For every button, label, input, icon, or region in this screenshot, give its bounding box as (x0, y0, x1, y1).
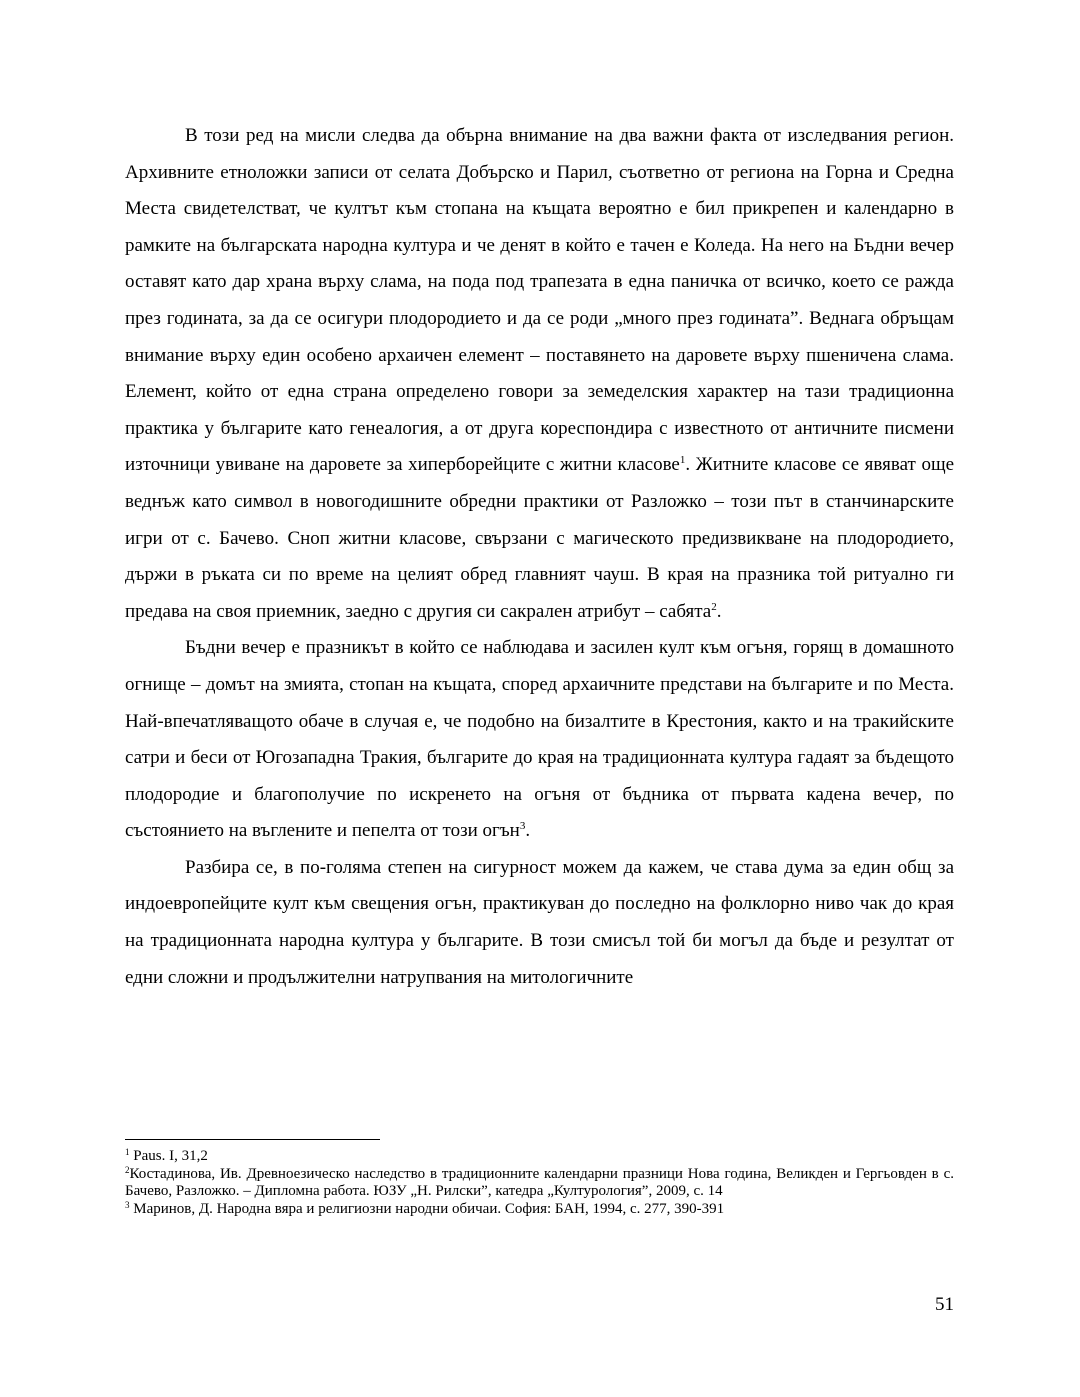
paragraph-1-end: . (716, 600, 722, 622)
footnote-mark-2: 2 (125, 1164, 130, 1175)
footnote-2 (125, 1166, 954, 1201)
footnote-separator (125, 1139, 380, 1140)
paragraph-2-text: Бъдни вечер е празникът в който се наблюдава и засилен култ към огъня, горящ в домашното огнище – домът на змията, стопан на къщата, според архаичните представи на българите и по Места. Най-впечатляващото обаче в случая е, че подобно на бизалтите в Крестония, както и на тракийските сатри и беси от Югозападна Тракия, българите до края на традиционната култура гадаят за бъдещото плодородие и благополучие по искренето на огъня от бъдника от първата кадена вечер, по състоянието на въглените и пепелта от този огън (125, 637, 954, 842)
footnote-3 (125, 1201, 954, 1219)
paragraph-3 (125, 850, 954, 996)
paragraph-1-text-cont: . Житните класове се явяват още веднъж като символ в новогодишните обредни практики от Разложко – този път в станчинарските игри от с. Бачево. Сноп житни класове, свързани с магическото предизвикване на плодородието, държи в ръката си по време на целият обред главният чауш. В края на празника той ритуално ги предава на своя приемник, заедно с другия си сакрален атрибут – сабята (125, 454, 955, 622)
footnote-mark-1: 1 (125, 1147, 130, 1157)
footnote-ref-2: 2 (711, 600, 717, 613)
footnote-ref-1: 1 (679, 454, 686, 467)
footnote-3-text: Маринов, Д. Народна вяра и религиозни народни обичаи. София: БАН, 1994, с. 277, 390-391 (129, 1200, 725, 1217)
footnote-1-text: Paus. I, 31,2 (129, 1148, 208, 1164)
footnotes (125, 1148, 954, 1218)
paragraph-1 (125, 118, 954, 630)
footnote-2-text: Костадинова, Ив. Древноезическо наследство в традиционните календарни празници Нова година, Великден и Гергьовден в с. Бачево, Разложко. – Дипломна работа. ЮЗУ „Н. Рилски”, катедра „Културология”, 2009, с. 14 (125, 1165, 954, 1199)
paragraph-2-end: . (525, 820, 531, 842)
footnote-mark-3: 3 (125, 1199, 130, 1210)
body-text (125, 118, 954, 996)
footnote-ref-3: 3 (519, 820, 526, 833)
paragraph-1-text: В този ред на мисли следва да обърна внимание на два важни факта от изследвания регион. Архивните етноложки записи от селата Добърско и Парил, съответно от региона на Горна и Средна Места свидетелстват, че култът към стопана на къщата вероятно е бил прикрепен и календарно в рамките на българската народна култура и че денят в който е тачен е Коледа. На него на Бъдни вечер оставят като дар храна върху слама, на пода под трапезата в една паничка от всичко, което се ражда през годината, за да се осигури плодородието и да се роди „много през годината”. Веднага обръщам внимание върху един особено архаичен елемент – поставянето на даровете върху пшеничена слама. Елемент, който от една страна определено говори за земеделския характер на тази традиционна практика у българите като генеалогия, а от друга кореспондира с известното от античните писмени източници увиване на даровете за хиперборейците с житни класове (125, 125, 954, 476)
paragraph-3-text: Разбира се, в по-голяма степен на сигурност можем да кажем, че става дума за един общ за индоевропейците култ към свещения огън, практикуван до последно на фолклорно ниво чак до края на традиционната народна култура у българите. В този смисъл той би могъл да бъде и резултат от едни сложни и продължителни натрупвания на митологичните (125, 856, 954, 988)
page-number: 51 (935, 1294, 954, 1315)
paragraph-2 (125, 630, 954, 850)
footnote-1 (125, 1148, 954, 1166)
